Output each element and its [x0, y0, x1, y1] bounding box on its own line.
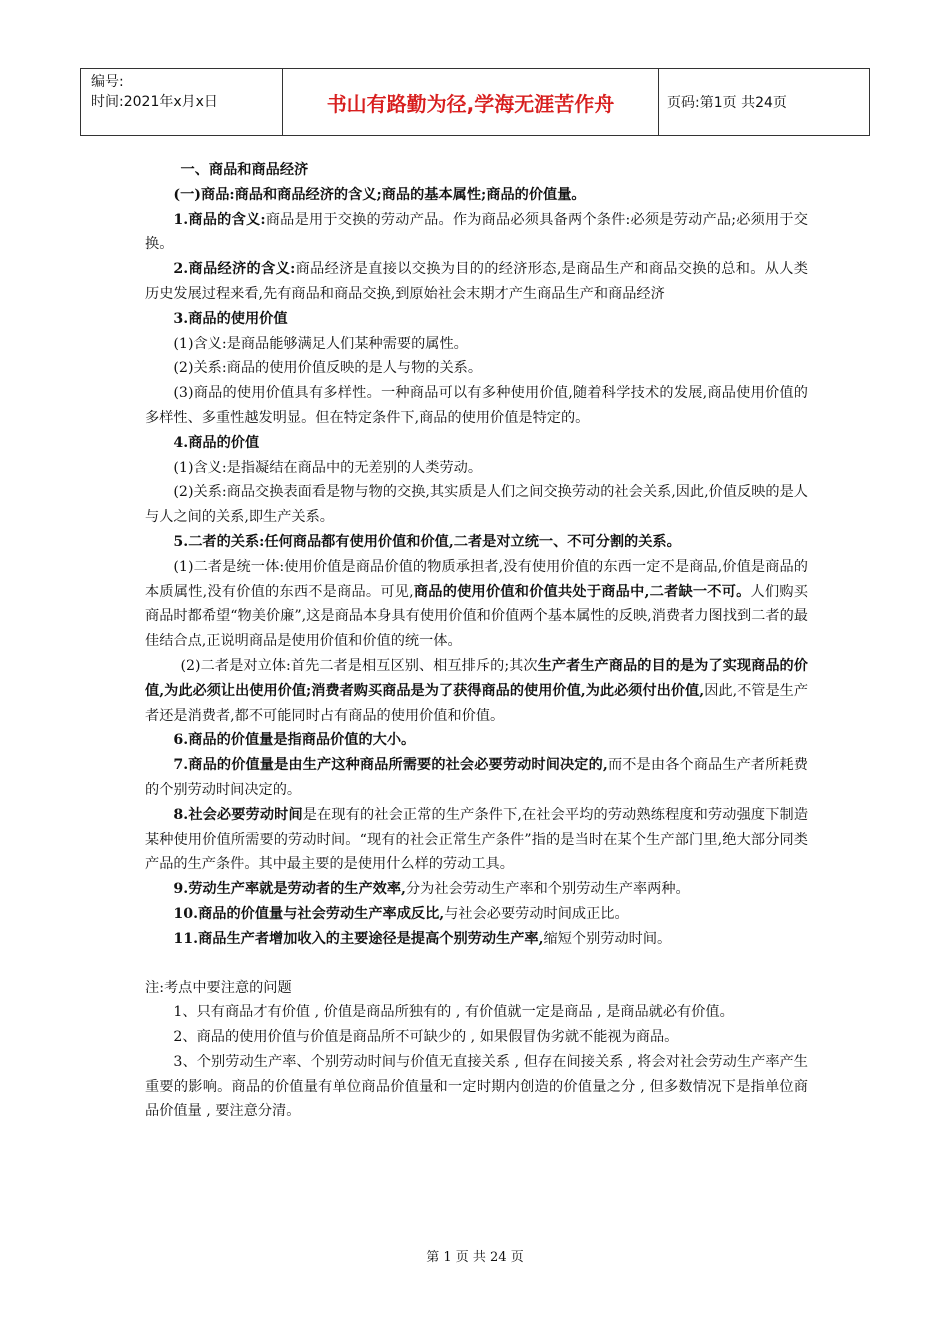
paragraph-value-magnitude [145, 728, 808, 753]
paragraph-text: 缩短个别劳动时间。 [543, 930, 672, 947]
paragraph-use-value-2: (2)关系:商品的使用价值反映的是人与物的关系。 [173, 360, 483, 377]
bold-text: 9.劳动生产率就是劳动者的生产效率, [173, 881, 406, 898]
bold-text: 7.商品的价值量是由生产这种商品所需要的社会必要劳动时间决定的, [173, 757, 608, 774]
header-left-cell [81, 69, 283, 135]
paragraph-productivity [145, 877, 808, 902]
bold-text: 6.商品的价值量是指商品价值的大小。 [173, 732, 416, 749]
paragraph-text: (1)二者是统一体:使用价值是商品价值的物质承担者,没有使用价值的东西一定不是商品,价值是商品的本质属性,没有价值的东西不是商品。可见, [145, 558, 808, 600]
note-item-3: 3、个别劳动生产率、个别劳动时间与价值无直接关系 , 但存在间接关系 , 将会对社会劳动生产率产生重要的影响。商品的价值量有单位商品价值量和一定时期内创造的价值量之分 , 但多数情况下是指单位商品价值量 , 要注意分清。 [145, 1053, 808, 1120]
section-heading [145, 158, 808, 183]
note-title: 注:考点中要注意的问题 [145, 979, 292, 996]
bold-heading: 5.二者的关系:任何商品都有使用价值和价值,二者是对立统一、不可分割的关系。 [173, 533, 681, 550]
paragraph-unity [145, 555, 808, 654]
paragraph-commodity-definition [145, 208, 808, 258]
paragraph-text: (2)二者是对立体:首先二者是相互区别、相互排斥的;其次 [180, 657, 538, 674]
note-item-1: 1、只有商品才有价值 , 价值是商品所独有的 , 有价值就一定是商品 , 是商品就必有价值。 [173, 1004, 734, 1021]
paragraph-use-value-3: (3)商品的使用价值具有多样性。一种商品可以有多种使用价值,随着科学技术的发展,商品使用价值的多样性、多重性越发明显。但在特定条件下,商品的使用价值是特定的。 [145, 385, 808, 426]
heading-use-value [145, 307, 808, 332]
bold-text: 11.商品生产者增加收入的主要途径是提高个别劳动生产率, [173, 930, 544, 947]
paragraph-opposition [145, 654, 808, 728]
document-body [145, 158, 808, 1124]
subsection-heading [145, 183, 808, 208]
paragraph-text: 是在现有的社会正常的生产条件下,在社会平均的劳动熟练程度和劳动强度下制造某种使用价值所需要的劳动时间。“现有的社会正常生产条件”指的是当时在某个生产部门里,绝大部分同类产品的生产条件。其中最主要的是使用什么样的劳动工具。 [145, 806, 809, 873]
paragraph-value-2: (2)关系:商品交换表面看是物与物的交换,其实质是人们之间交换劳动的社会关系,因此,价值反映的是人与人之间的关系,即生产关系。 [145, 484, 808, 526]
bold-text: 10.商品的价值量与社会劳动生产率成反比, [173, 905, 445, 922]
paragraph-income [145, 927, 808, 952]
bold-text: 生产者生产商品的目的是为了实现商品的价值,为此必须让出使用价值;消费者购买商品是为了获得商品的使用价值,为此必须付出价值, [145, 657, 808, 699]
paragraph-text: 商品是用于交换的劳动产品。作为商品必须具备两个条件:必须是劳动产品;必须用于交换。 [145, 211, 808, 253]
bold-heading: 4.商品的价值 [173, 434, 260, 451]
bold-lead: 1.商品的含义: [173, 211, 266, 228]
page-footer: 第 1 页 共 24 页 [426, 1250, 524, 1265]
header-page-info: 页码:第1页 共24页 [667, 95, 787, 111]
bold-text: 商品的使用价值和价值共处于商品中,二者缺一不可。 [413, 583, 751, 600]
paragraph-text: 因此,不管是生产者还是消费者,都不可能同时占有商品的使用价值和价值。 [145, 682, 809, 724]
number-label: 编号: [91, 74, 124, 90]
header-motto: 书山有路勤为径,学海无涯苦作舟 [283, 69, 659, 135]
paragraph-necessary-labor-time [145, 803, 808, 877]
heading-relation [145, 530, 808, 555]
bold-heading: 3.商品的使用价值 [173, 310, 288, 327]
paragraph-text: 而不是由各个商品生产者所耗费的个别劳动时间决定的。 [145, 757, 808, 798]
date-label: 时间:2021年x月x日 [91, 94, 218, 110]
heading-value [145, 431, 808, 456]
paragraph-inverse-ratio [145, 902, 808, 927]
paragraph-text: 商品经济是直接以交换为目的的经济形态,是商品生产和商品交换的总和。从人类历史发展过程来看,先有商品和商品交换,到原始社会末期才产生商品生产和商品经济 [145, 261, 808, 302]
paragraph-use-value-1: (1)含义:是商品能够满足人们某种需要的属性。 [173, 335, 468, 352]
bold-text: 8.社会必要劳动时间 [173, 806, 303, 823]
paragraph-text: 与社会必要劳动时间成正比。 [444, 905, 629, 922]
subsection-heading-text: (一)商品:商品和商品经济的含义;商品的基本属性;商品的价值量。 [173, 186, 586, 203]
paragraph-text: 人们购买商品时都希望“物美价廉”,这是商品本身具有使用价值和价值两个基本属性的反映,消费者力图找到二者的最佳结合点,正说明商品是使用价值和价值的统一体。 [145, 583, 808, 650]
paragraph-text: 分为社会劳动生产率和个别劳动生产率两种。 [405, 881, 690, 898]
section-heading-text: 一、商品和商品经济 [180, 162, 309, 178]
bold-lead: 2.商品经济的含义: [173, 261, 296, 278]
note-item-2: 2、商品的使用价值与价值是商品所不可缺少的 , 如果假冒伪劣就不能视为商品。 [173, 1029, 679, 1046]
page-header [80, 68, 870, 136]
paragraph-commodity-economy [145, 257, 808, 307]
paragraph-value-determination [145, 753, 808, 803]
paragraph-value-1: (1)含义:是指凝结在商品中的无差别的人类劳动。 [173, 459, 483, 476]
